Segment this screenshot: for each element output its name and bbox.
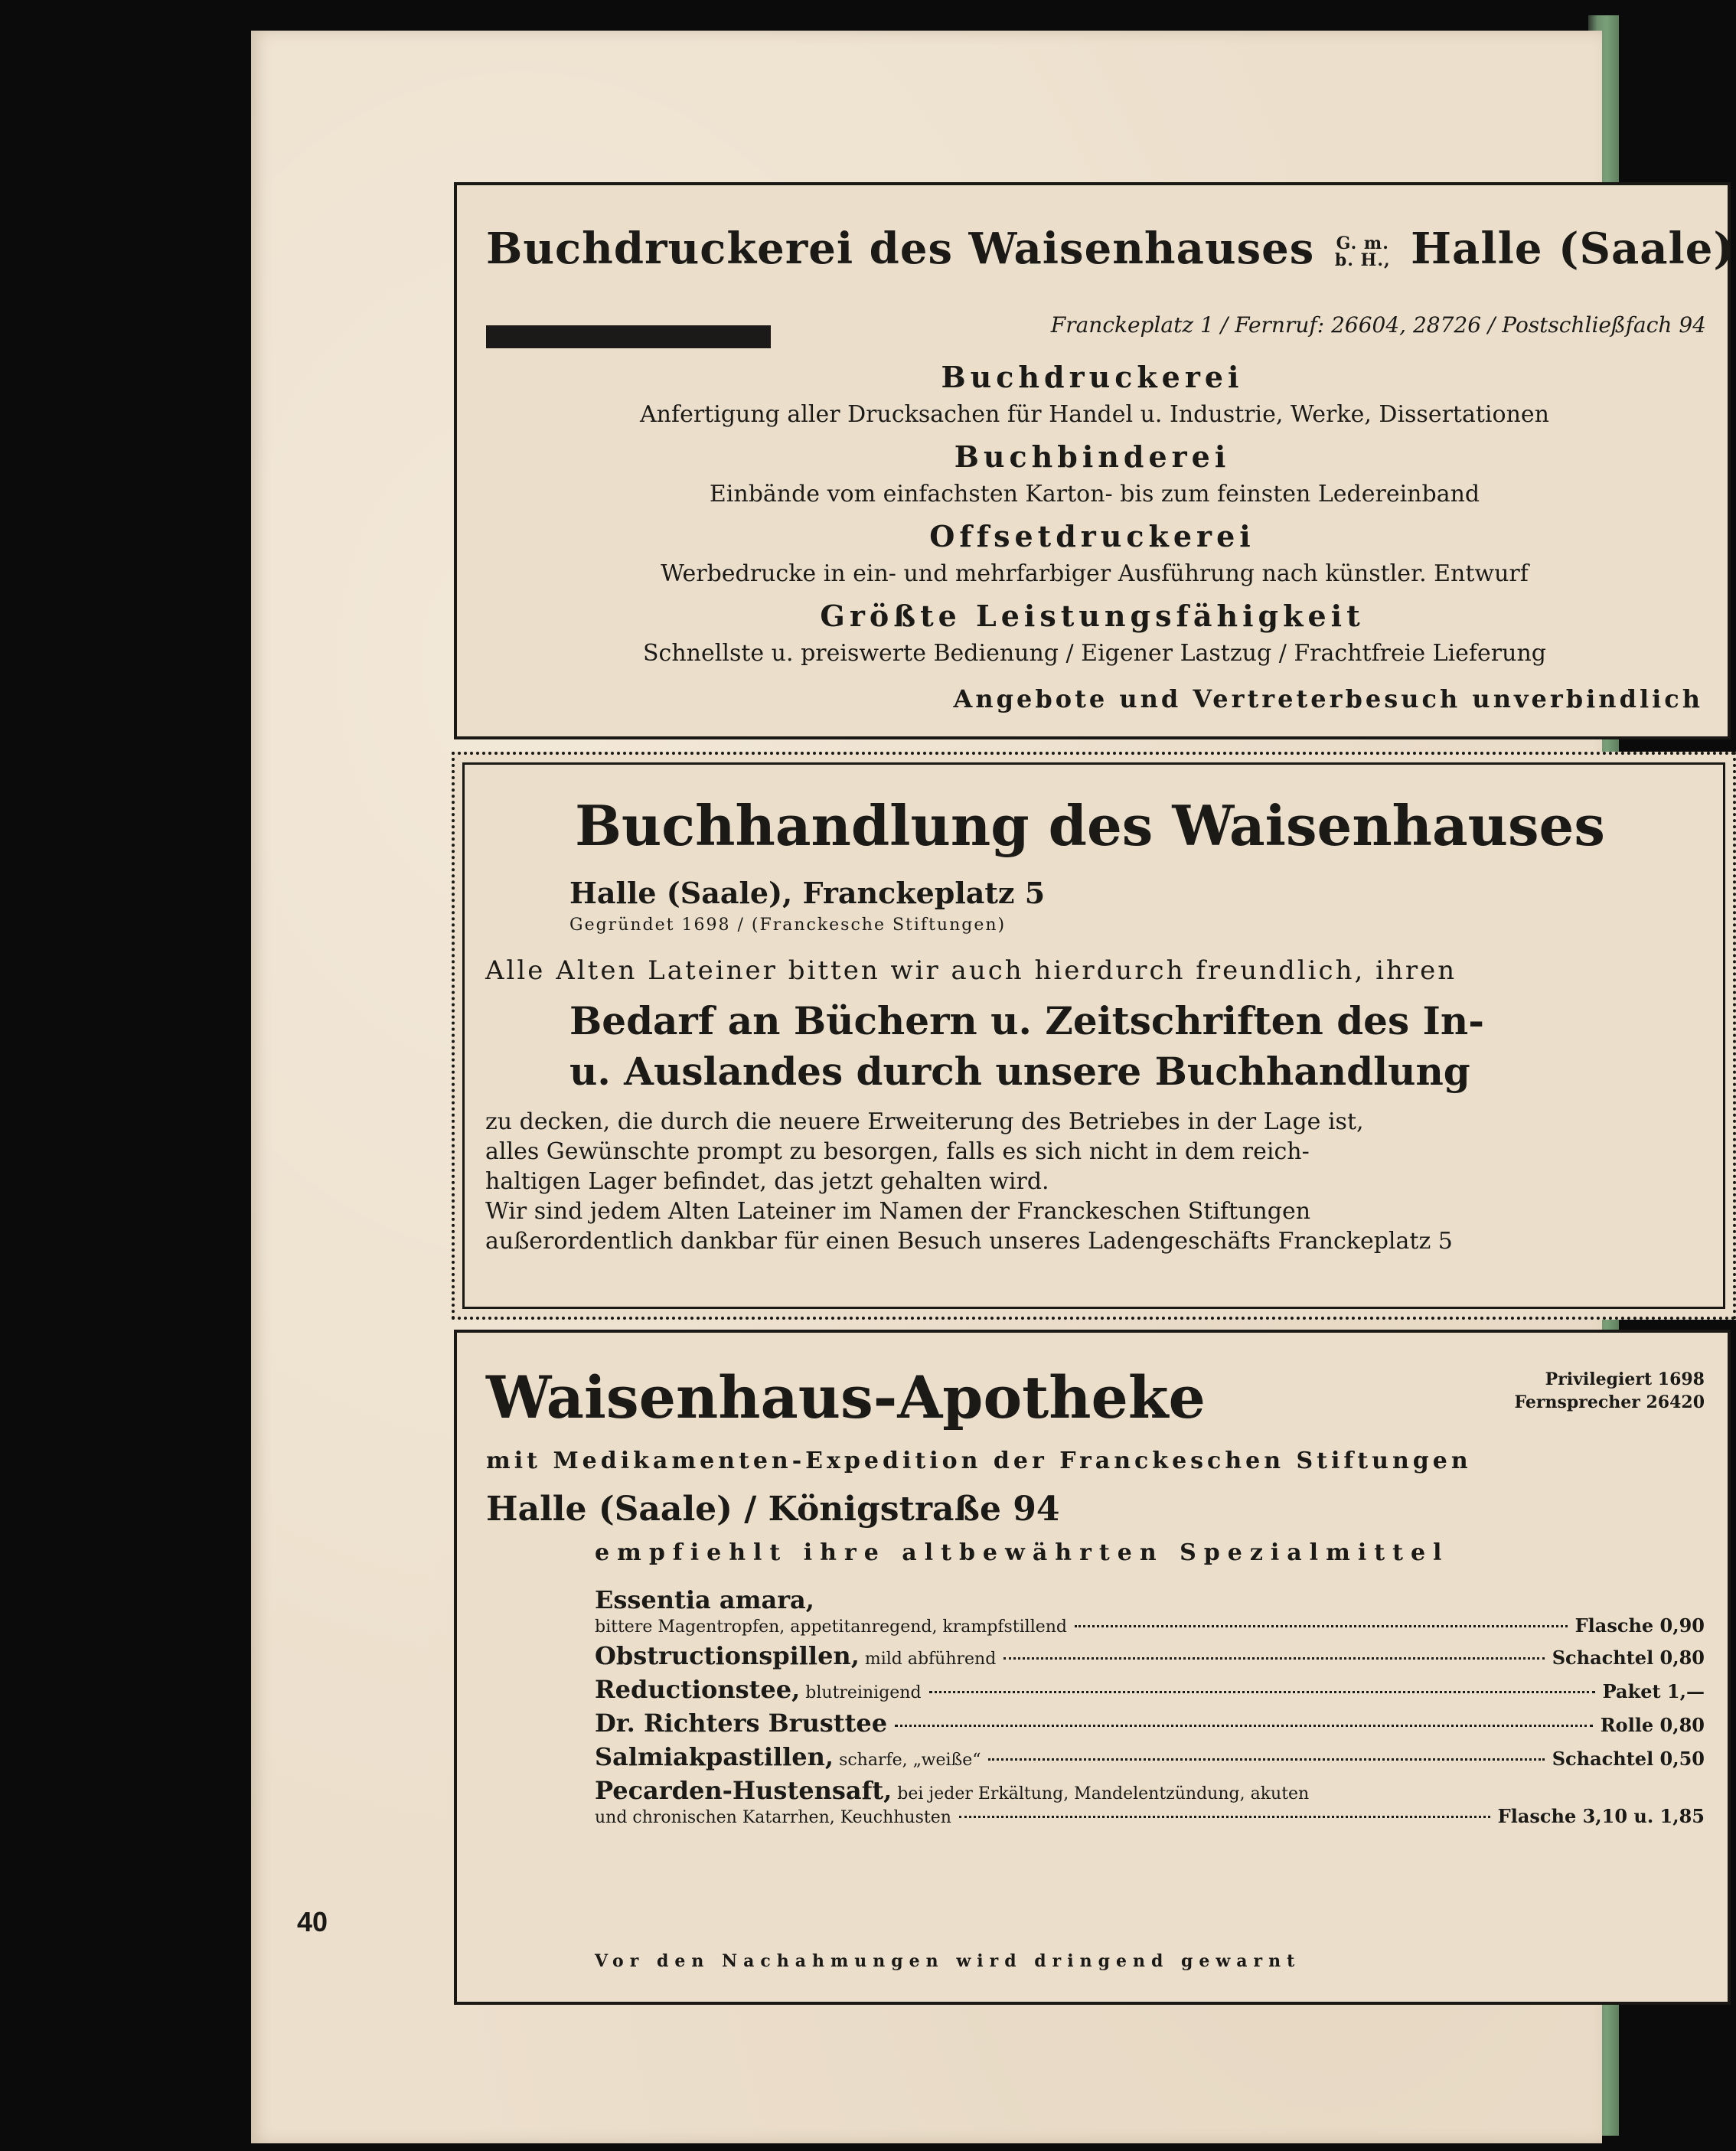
ad3-phone: Fernsprecher 26420 xyxy=(1514,1392,1705,1412)
ad3-warning: Vor den Nachahmungen wird dringend gewarnt xyxy=(595,1951,1301,1971)
product-item xyxy=(595,1709,1705,1738)
ad2-address: Halle (Saale), Franckeplatz 5 xyxy=(569,876,1046,910)
ad1-address: Franckeplatz 1 / Fernruf: 26604, 28726 / Postschließfach 94 xyxy=(1050,312,1706,338)
product-price: Flasche 3,10 u. 1,85 xyxy=(1497,1805,1705,1827)
product-price: Rolle 0,80 xyxy=(1600,1714,1705,1736)
product-row xyxy=(595,1776,1705,1805)
ad3-address: Halle (Saale) / Königstraße 94 xyxy=(486,1490,1060,1529)
dot-leader xyxy=(959,1816,1490,1818)
ad1-text: Schnellste u. preiswerte Bedienung / Eigener Lastzug / Frachtfreie Lieferung xyxy=(643,640,1546,667)
ad2-emphasis-line: Bedarf an Büchern u. Zeitschriften des In- xyxy=(569,998,1485,1043)
product-row xyxy=(595,1675,1705,1704)
product-desc: bittere Magentropfen, appetitanregend, krampfstillend xyxy=(595,1617,1068,1637)
ad1-text: Anfertigung aller Drucksachen für Handel u. Industrie, Werke, Dissertationen xyxy=(640,401,1549,428)
ad2-body xyxy=(485,1107,1695,1256)
product-name: Reductionstee, xyxy=(595,1675,801,1704)
product-price: Schachtel 0,80 xyxy=(1552,1647,1705,1669)
dot-leader xyxy=(1003,1657,1544,1660)
product-row xyxy=(595,1614,1705,1637)
ad1-gmbh xyxy=(1335,235,1391,269)
ad3-recommend: empfiehlt ihre altbewährten Spezialmittel xyxy=(595,1539,1450,1566)
product-desc: bei jeder Erkältung, Mandelentzündung, akuten xyxy=(897,1784,1310,1803)
product-item xyxy=(595,1742,1705,1771)
ad2-intro: Alle Alten Lateiner bitten wir auch hierdurch freundlich, ihren xyxy=(485,955,1457,986)
product-desc: mild abführend xyxy=(864,1650,997,1669)
ad1-title: Buchdruckerei des Waisenhauses xyxy=(486,224,1315,274)
product-price: Schachtel 0,50 xyxy=(1552,1748,1705,1770)
ad2-emphasis-line: u. Auslandes durch unsere Buchhandlung xyxy=(569,1049,1470,1094)
product-row xyxy=(595,1641,1705,1670)
product-desc: blutreinigend xyxy=(805,1683,922,1702)
page-number: 40 xyxy=(297,1906,328,1937)
ad1-text: Werbedrucke in ein- und mehrfarbiger Ausführung nach künstler. Entwurf xyxy=(661,560,1529,587)
product-item xyxy=(595,1776,1705,1827)
ad3-subtitle: mit Medikamenten-Expedition der Franckeschen Stiftungen xyxy=(486,1448,1472,1474)
ad3-title: Waisenhaus-Apotheke xyxy=(486,1363,1206,1431)
product-item xyxy=(595,1641,1705,1670)
ad1-gmbh-top: G. m. xyxy=(1336,233,1389,254)
product-price: Flasche 0,90 xyxy=(1574,1614,1705,1637)
ad2-title: Buchhandlung des Waisenhauses xyxy=(575,793,1605,858)
ad2-founded: Gegründet 1698 / (Franckesche Stiftungen) xyxy=(569,916,1007,935)
product-desc: scharfe, „weiße“ xyxy=(839,1751,981,1770)
product-row xyxy=(595,1742,1705,1771)
ad1-black-bar xyxy=(486,325,771,348)
dot-leader xyxy=(1075,1625,1568,1627)
ad3-product-list xyxy=(595,1585,1705,1832)
ad1-city: Halle (Saale) xyxy=(1411,224,1734,274)
ad2-body-line: Wir sind jedem Alten Lateiner im Namen der Franckeschen Stiftungen xyxy=(485,1198,1311,1225)
product-row xyxy=(595,1805,1705,1827)
product-name: Dr. Richters Brusttee xyxy=(595,1709,888,1738)
ad1-heading: Buchdruckerei xyxy=(941,360,1244,394)
product-item xyxy=(595,1675,1705,1704)
ad2-body-line: haltigen Lager befindet, das jetzt gehalten wird. xyxy=(485,1168,1049,1195)
ad1-heading: Offsetdruckerei xyxy=(929,519,1255,553)
ad-buchhandlung xyxy=(452,752,1736,1320)
product-row xyxy=(595,1709,1705,1738)
ad1-footer: Angebote und Vertreterbesuch unverbindlich xyxy=(953,684,1703,713)
ad2-body-line: alles Gewünschte prompt zu besorgen, falls es sich nicht in dem reich- xyxy=(485,1138,1310,1165)
ad2-body-line: zu decken, die durch die neuere Erweiterung des Betriebes in der Lage ist, xyxy=(485,1108,1364,1135)
ad-buchdruckerei xyxy=(454,182,1734,739)
product-name: Obstructionspillen, xyxy=(595,1641,860,1670)
product-price: Paket 1,— xyxy=(1602,1680,1705,1702)
ad1-title-line xyxy=(486,224,1734,274)
dot-leader xyxy=(929,1691,1595,1693)
ad1-text: Einbände vom einfachsten Karton- bis zum feinsten Ledereinband xyxy=(709,481,1480,508)
product-desc-continued: und chronischen Katarrhen, Keuchhusten xyxy=(595,1808,951,1827)
product-item xyxy=(595,1585,1705,1637)
book-page xyxy=(251,31,1734,2143)
ad3-privileged: Privilegiert 1698 xyxy=(1545,1369,1705,1389)
product-name: Salmiakpastillen, xyxy=(595,1742,834,1771)
ad-apotheke xyxy=(454,1330,1731,2005)
ad1-gmbh-bottom: b. H., xyxy=(1334,250,1391,271)
product-name: Essentia amara, xyxy=(595,1585,814,1614)
ad1-heading: Buchbinderei xyxy=(954,439,1231,474)
dot-leader xyxy=(988,1758,1544,1761)
product-name: Pecarden-Hustensaft, xyxy=(595,1776,892,1805)
ad3-privileged-block xyxy=(1514,1368,1705,1414)
ad2-body-line: außerordentlich dankbar für einen Besuch unseres Ladengeschäfts Franckeplatz 5 xyxy=(485,1228,1453,1255)
ad1-heading: Größte Leistungsfähigkeit xyxy=(820,599,1365,633)
dot-leader xyxy=(895,1725,1593,1727)
